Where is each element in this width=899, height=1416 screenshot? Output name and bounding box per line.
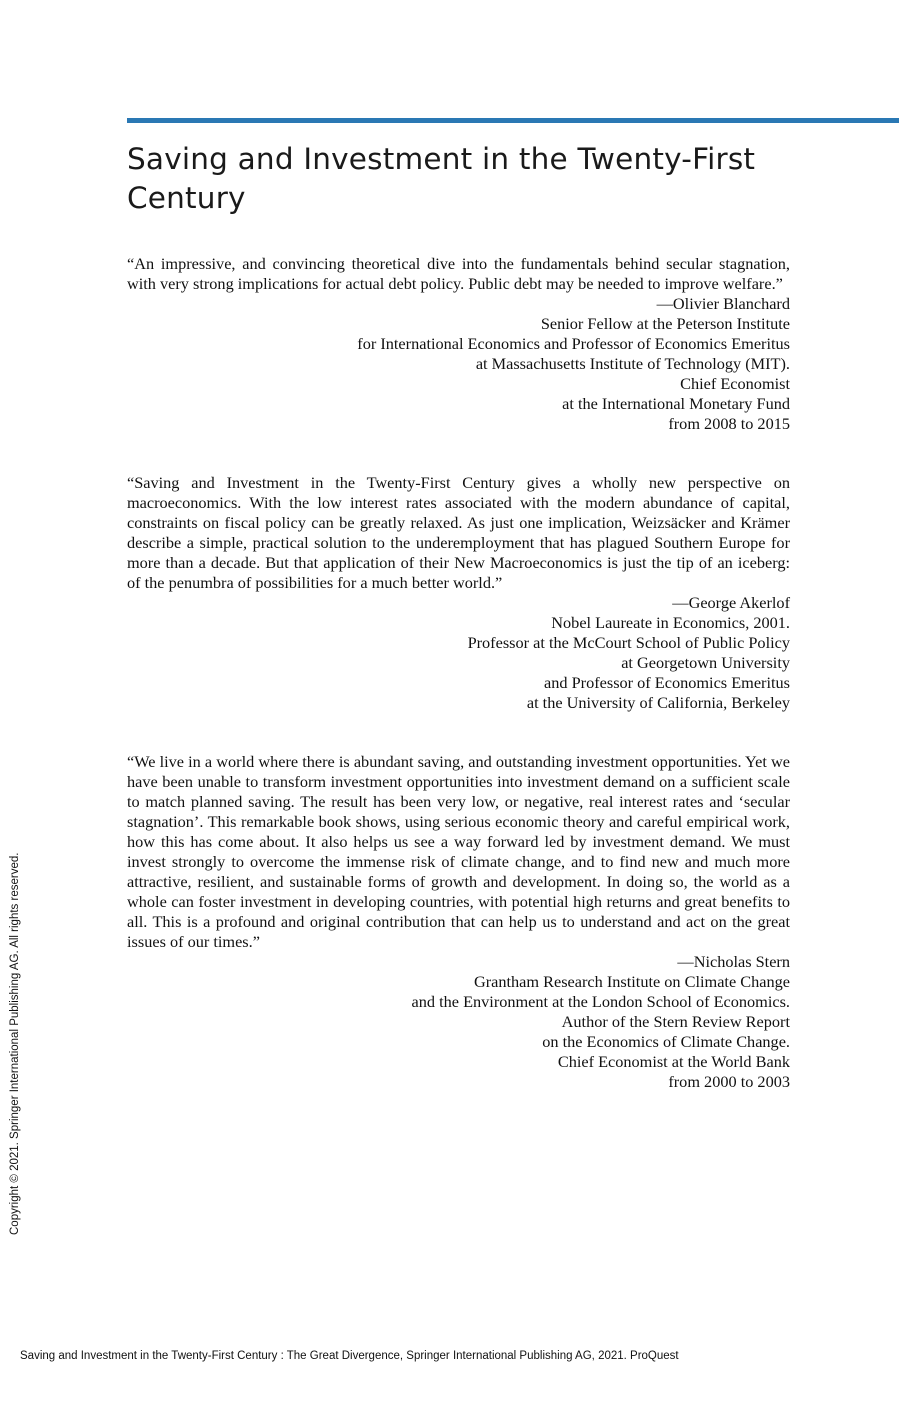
- title-rule: [127, 118, 899, 123]
- endorsement-blanchard: [127, 254, 790, 434]
- attribution-line: at Massachusetts Institute of Technology (MIT).: [475, 354, 790, 373]
- attribution-line: for International Economics and Professor of Economics Emeritus: [357, 334, 790, 353]
- attribution-line: Professor at the McCourt School of Public Policy: [467, 633, 790, 652]
- attribution-line: from 2000 to 2003: [668, 1072, 790, 1091]
- attribution-line: and the Environment at the London School of Economics.: [411, 992, 790, 1011]
- attribution-name: —Olivier Blanchard: [656, 294, 790, 313]
- endorsement-stern: [127, 752, 790, 1092]
- page-title: Saving and Investment in the Twenty-First Century: [127, 142, 756, 215]
- attribution-line: at the International Monetary Fund: [562, 394, 790, 413]
- attribution-name: —Nicholas Stern: [677, 952, 790, 971]
- attribution-name: —George Akerlof: [672, 593, 790, 612]
- endorsement-attribution: [127, 952, 790, 1092]
- attribution-line: at Georgetown University: [621, 653, 790, 672]
- attribution-line: Grantham Research Institute on Climate Change: [473, 972, 790, 991]
- endorsement-quote: “Saving and Investment in the Twenty-First Century gives a wholly new perspective on macroeconomics. With the low interest rates associated with the modern abundance of capital, constraints on fiscal policy can be greatly relaxed. As just one implication, Weizsäcker and Krämer describe a simple, practical solution to the underemployment that has plagued Southern Europe for more than a decade. But that application of their New Macroeconomics is just the tip of an iceberg: of the penumbra of possibilities for a much better world.”: [127, 473, 790, 592]
- attribution-line: on the Economics of Climate Change.: [542, 1032, 790, 1051]
- endorsement-quote: “An impressive, and convincing theoretical dive into the fundamentals behind secular stagnation, with very strong implications for actual debt policy. Public debt may be needed to improve welfare.”: [127, 254, 790, 293]
- attribution-line: Senior Fellow at the Peterson Institute: [540, 314, 790, 333]
- attribution-line: Chief Economist at the World Bank: [557, 1052, 790, 1071]
- attribution-line: at the University of California, Berkeley: [526, 693, 790, 712]
- attribution-line: Nobel Laureate in Economics, 2001.: [551, 613, 790, 632]
- attribution-line: and Professor of Economics Emeritus: [544, 673, 790, 692]
- endorsement-quote: “We live in a world where there is abundant saving, and outstanding investment opportunities. Yet we have been unable to transform investment opportunities into investment demand on a sufficient scale to match planned saving. The result has been very low, or negative, real interest rates and ‘secular stagnation’. This remarkable book shows, using serious economic theory and careful empirical work, how this has come about. It also helps us see a way forward led by investment demand. We must invest strongly to overcome the immense risk of climate change, and to find new and much more attractive, resilient, and sustainable forms of growth and development. In doing so, the world as a whole can foster investment in developing countries, with potential high returns and great benefits to all. This is a profound and original contribution that can help us to understand and act on the great issues of our times.”: [127, 752, 790, 951]
- endorsement-akerlof: [127, 473, 790, 713]
- side-copyright-notice: Copyright © 2021. Springer International Publishing AG. All rights reserved.: [9, 852, 21, 1235]
- attribution-line: from 2008 to 2015: [668, 414, 790, 433]
- page-footer: Saving and Investment in the Twenty-First Century : The Great Divergence, Springer International Publishing AG, 2021. ProQuest: [20, 1350, 679, 1362]
- attribution-line: Chief Economist: [680, 374, 790, 393]
- attribution-line: Author of the Stern Review Report: [561, 1012, 790, 1031]
- endorsement-attribution: [127, 593, 790, 713]
- endorsement-attribution: [127, 294, 790, 434]
